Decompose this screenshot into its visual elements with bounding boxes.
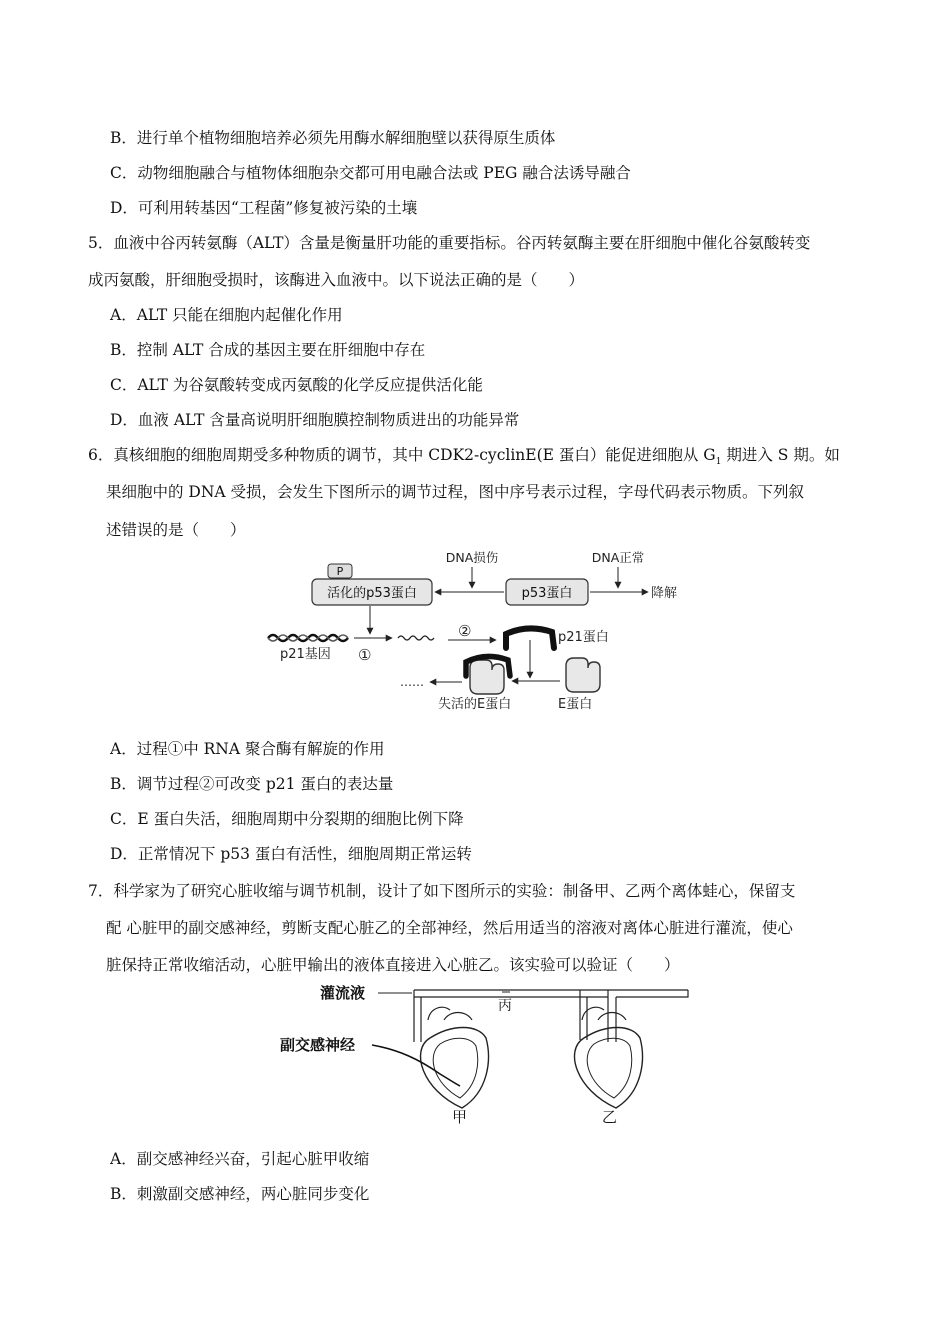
mrna-squiggle <box>398 636 434 640</box>
q5-option-d: D．血液 ALT 含量高说明肝细胞膜控制物质进出的功能异常 <box>110 411 520 429</box>
dna-damage-label: DNA损伤 <box>445 550 499 565</box>
q5-option-a: A．ALT 只能在细胞内起催化作用 <box>110 306 343 324</box>
q4-option-c: C．动物细胞融合与植物体细胞杂交都可用电融合法或 PEG 融合法诱导融合 <box>110 164 631 182</box>
inactive-e-label: 失活的E蛋白 <box>438 697 512 712</box>
q6-option-d: D．正常情况下 p53 蛋白有活性，细胞周期正常运转 <box>110 845 472 863</box>
q7-option-a: A．副交感神经兴奋，引起心脏甲收缩 <box>110 1150 370 1168</box>
step2-label: ② <box>458 622 472 640</box>
q7-option-b: B．刺激副交感神经，两心脏同步变化 <box>110 1185 370 1203</box>
p21-protein-label: p21蛋白 <box>558 630 609 645</box>
perfusion-label: 灌流液 <box>320 984 366 1002</box>
active-p53-label: 活化的p53蛋白 <box>327 586 417 601</box>
nerve-line <box>372 1045 460 1086</box>
q4-option-b: B．进行单个植物细胞培养必须先用酶水解细胞壁以获得原生质体 <box>110 129 556 147</box>
yi-label: 乙 <box>602 1108 618 1126</box>
q7-diagram <box>280 980 700 1126</box>
q4-option-d: D．可利用转基因“工程菌”修复被污染的土壤 <box>110 199 418 217</box>
p21-gene-label: p21基因 <box>280 647 331 662</box>
degrade-label: 降解 <box>651 586 678 601</box>
bing-label: 丙 <box>498 998 512 1014</box>
connecting-tube <box>414 990 688 997</box>
q5-stem-line1: 5．血液中谷丙转氨酶（ALT）含量是衡量肝功能的重要指标。谷丙转氨酶主要在肝细胞中催化谷氨酸转变 <box>88 234 811 252</box>
jia-label: 甲 <box>452 1108 468 1126</box>
q5-option-b: B．控制 ALT 合成的基因主要在肝细胞中存在 <box>110 341 426 359</box>
q6-option-b: B．调节过程②可改变 p21 蛋白的表达量 <box>110 775 394 793</box>
q6-stem-line1: 6．真核细胞的细胞周期受多种物质的调节，其中 CDK2-cyclinE(E 蛋白）能促进细胞从 $G_1$ 期进入 S 期。如 <box>88 446 840 468</box>
q7-stem-line3: 脏保持正常收缩活动，心脏甲输出的液体直接进入心脏乙。该实验可以验证（ ） <box>106 956 680 974</box>
nerve-label: 副交感神经 <box>280 1036 356 1054</box>
q6-stem-line2: 果细胞中的 DNA 受损，会发生下图所示的调节过程，图中序号表示过程，字母代码表示物质。下列叙 <box>106 483 805 501</box>
q7-stem-line1: 7．科学家为了研究心脏收缩与调节机制，设计了如下图所示的实验：制备甲、乙两个离体蛙心，保留支 <box>88 882 796 900</box>
q5-option-c: C．ALT 为谷氨酸转变成丙氨酸的化学反应提供活化能 <box>110 376 483 394</box>
dna-normal-label: DNA正常 <box>591 550 645 565</box>
e-protein-shape <box>566 658 600 692</box>
q6-stem-line3: 述错误的是（ ） <box>106 521 246 539</box>
q6-option-a: A．过程①中 RNA 聚合酶有解旋的作用 <box>110 740 385 758</box>
step1-label: ① <box>358 646 372 664</box>
e-protein-label: E蛋白 <box>558 697 593 712</box>
p53-label: p53蛋白 <box>521 586 573 601</box>
q6-diagram <box>260 548 700 720</box>
q6-option-c: C．E 蛋白失活，细胞周期中分裂期的细胞比例下降 <box>110 810 464 828</box>
q5-stem-line2: 成丙氨酸，肝细胞受损时，该酶进入血液中。以下说法正确的是（ ） <box>88 271 585 289</box>
q7-stem-line2: 配 心脏甲的副交感神经，剪断支配心脏乙的全部神经，然后用适当的溶液对离体心脏进行灌流，使心 <box>106 919 793 937</box>
inactive-e-protein-shape <box>470 660 504 694</box>
phosphate-label: P <box>336 565 344 578</box>
dots-label: …… <box>400 675 424 689</box>
